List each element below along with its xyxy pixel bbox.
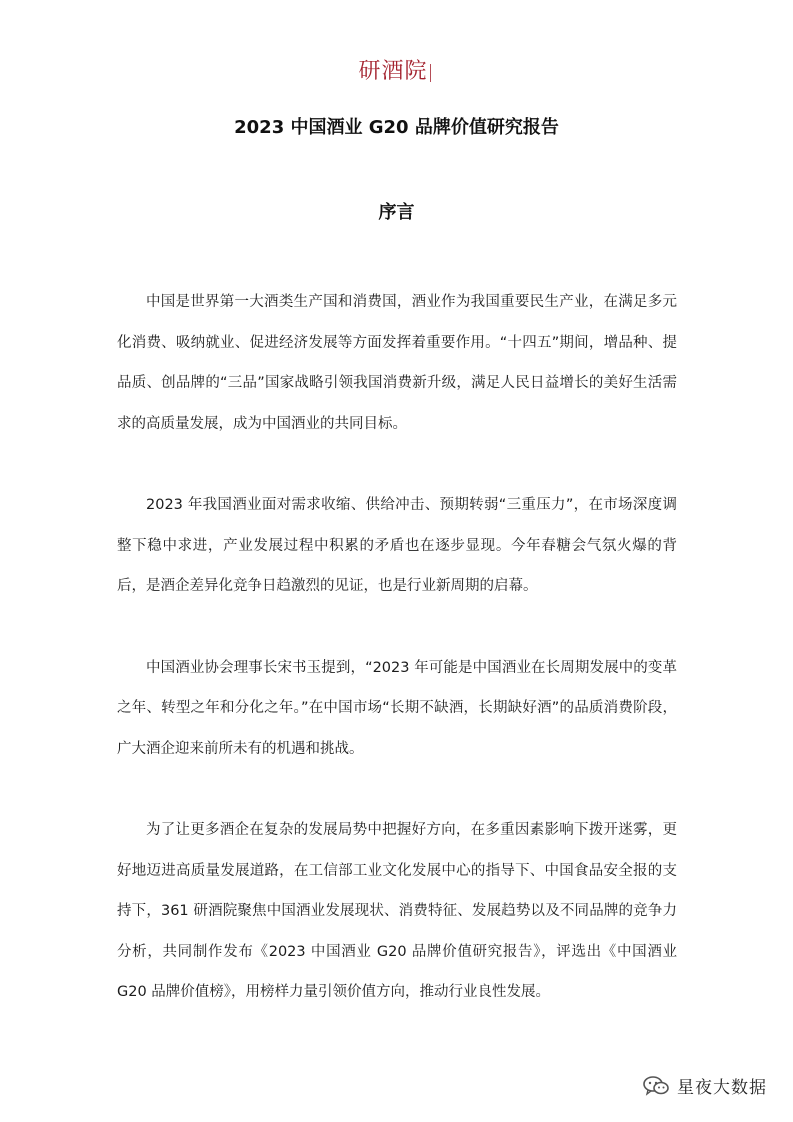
report-title: 2023 中国酒业 G20 品牌价值研究报告 (234, 117, 559, 138)
logo-mark-icon (430, 64, 435, 82)
wechat-icon (643, 1076, 669, 1096)
paragraph-1: 中国是世界第一大酒类生产国和消费国，酒业作为我国重要民生产业，在满足多元化消费、吸纳就业、促进经济发展等方面发挥着重要作用。“十四五”期间，增品种、提品质、创品牌的“三品”国家战略引领我国消费新升级，满足人民日益增长的美好生活需求的高质量发展，成为中国酒业的共同目标。 (117, 294, 677, 432)
watermark (643, 1073, 767, 1098)
watermark-text: 星夜大数据 (677, 1078, 767, 1098)
logo (0, 58, 793, 86)
paragraph-3: 中国酒业协会理事长宋书玉提到，“2023 年可能是中国酒业在长周期发展中的变革之年、转型之年和分化之年。”在中国市场“长期不缺酒，长期缺好酒”的品质消费阶段，广大酒企迎来前所未有的机遇和挑战。 (117, 659, 677, 757)
section-heading-preface: 序言 (378, 202, 415, 223)
paragraph-4: 为了让更多酒企在复杂的发展局势中把握好方向，在多重因素影响下拨开迷雾，更好地迈进高质量发展道路，在工信部工业文化发展中心的指导下、中国食品安全报的支持下，361 研酒院聚焦中国酒业发展现状、消费特征、发展趋势以及不同品牌的竞争力分析，共同制作发布《2023 中国酒业 G20 品牌价值研究报告》，评选出《中国酒业 G20 品牌价值榜》，用榜样力量引领价值方向，推动行业良性发展。 (117, 822, 677, 1000)
logo-text: 研酒院 (358, 59, 428, 84)
paragraph-2: 2023 年我国酒业面对需求收缩、供给冲击、预期转弱“三重压力”，在市场深度调整下稳中求进，产业发展过程中积累的矛盾也在逐步显现。今年春糖会气氛火爆的背后，是酒企差异化竞争日趋激烈的见证，也是行业新周期的启幕。 (117, 497, 677, 594)
preface-body (117, 282, 677, 1053)
